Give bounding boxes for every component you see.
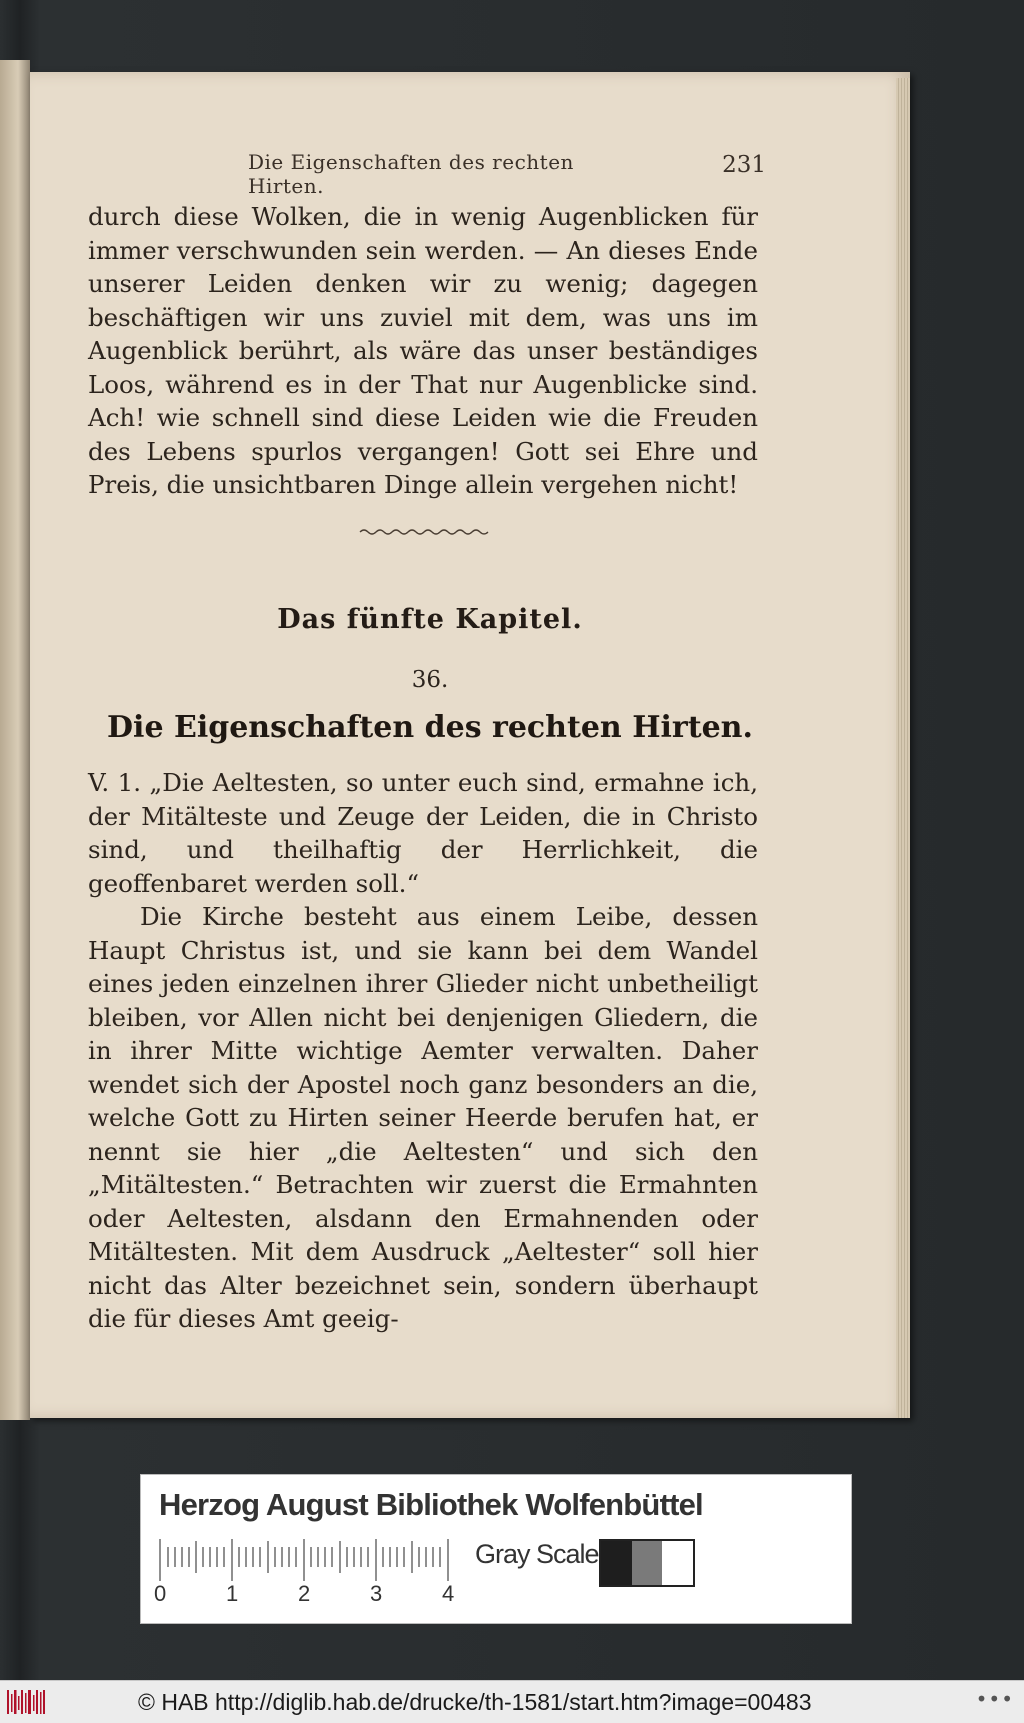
- copyright-url-link[interactable]: © HAB http://diglib.hab.de/drucke/th-1581/start.htm?image=00483: [138, 1689, 812, 1715]
- page-number: 231: [722, 152, 766, 178]
- ruler-label-3: 3: [370, 1581, 383, 1606]
- gray-scale-label: Gray Scale: [475, 1539, 599, 1569]
- wavy-divider-ornament: [358, 526, 492, 538]
- paragraph-continuation: durch diese Wolken, die in wenig Augenblicken für immer verschwunden sein werden. — An dieses Ende unserer Leiden denken wir zu wenig; dagegen beschäftigen wir uns zuviel mit dem, was uns im Augenblick berührt, als wäre das unser beständiges Loos, während es in der That nur Augenblicke sind. Ach! wie schnell sind diese Leiden wie die Freuden des Lebens spurlos vergangen! Gott sei Ehre und Preis, die unsichtbaren Dinge allein vergehen nicht!: [88, 202, 758, 499]
- hab-barcode-logo-icon[interactable]: [6, 1688, 46, 1716]
- more-menu-icon[interactable]: •••: [975, 1687, 1014, 1711]
- ruler-scale: [159, 1537, 459, 1581]
- library-name: Herzog August Bibliothek Wolfenbüttel: [159, 1487, 703, 1522]
- chapter-heading: Das fünfte Kapitel.: [277, 604, 583, 635]
- ruler-label-4: 4: [442, 1581, 455, 1606]
- swatch-mid: [632, 1541, 663, 1585]
- swatch-light: [662, 1541, 693, 1585]
- viewer-footer: [0, 1680, 1024, 1723]
- page-stack-edge: [896, 78, 910, 1418]
- commentary-paragraph: Die Kirche besteht aus einem Leibe, dessen Haupt Christus ist, und sie kann bei dem Wandel eines jeden einzelnen ihrer Glieder nicht unbetheiligt bleiben, vor Allen nicht bei denjenigen Gliedern, die in ihrer Mitte wichtige Aemter verwalten. Daher wendet sich der Apostel noch ganz besonders an die, welche Gott zu Hirten seiner Heerde berufen hat, er nennt sie hier „die Aeltesten“ und sich den „Mitältesten.“ Betrachten wir zuerst die Ermahnten oder Aeltesten, alsdann den Ermahnenden oder Mitältesten. Mit dem Ausdruck „Aeltester“ soll hier nicht das Alter bezeichnet sein, sondern überhaupt die für dieses Amt geeig-: [88, 902, 758, 1333]
- section-title: Die Eigenschaften des rechten Hirten.: [107, 710, 753, 745]
- running-head: Die Eigenschaften des rechten Hirten.: [248, 150, 574, 198]
- color-target-card: [140, 1474, 852, 1624]
- verse-quote: V. 1. „Die Aeltesten, so unter euch sind, ermahne ich, der Mitälteste und Zeuge der Leiden, die in Christo sind, und theilhaftig der Herrlichkeit, die geoffenbaret werden soll.“: [88, 768, 758, 898]
- gray-scale-swatches: [599, 1539, 695, 1587]
- section-number: 36.: [411, 667, 449, 693]
- ruler-label-2: 2: [298, 1581, 311, 1606]
- ruler-label-0: 0: [154, 1581, 167, 1606]
- ruler-label-1: 1: [226, 1581, 239, 1606]
- swatch-dark: [601, 1541, 632, 1585]
- previous-page-edge: [0, 60, 30, 1420]
